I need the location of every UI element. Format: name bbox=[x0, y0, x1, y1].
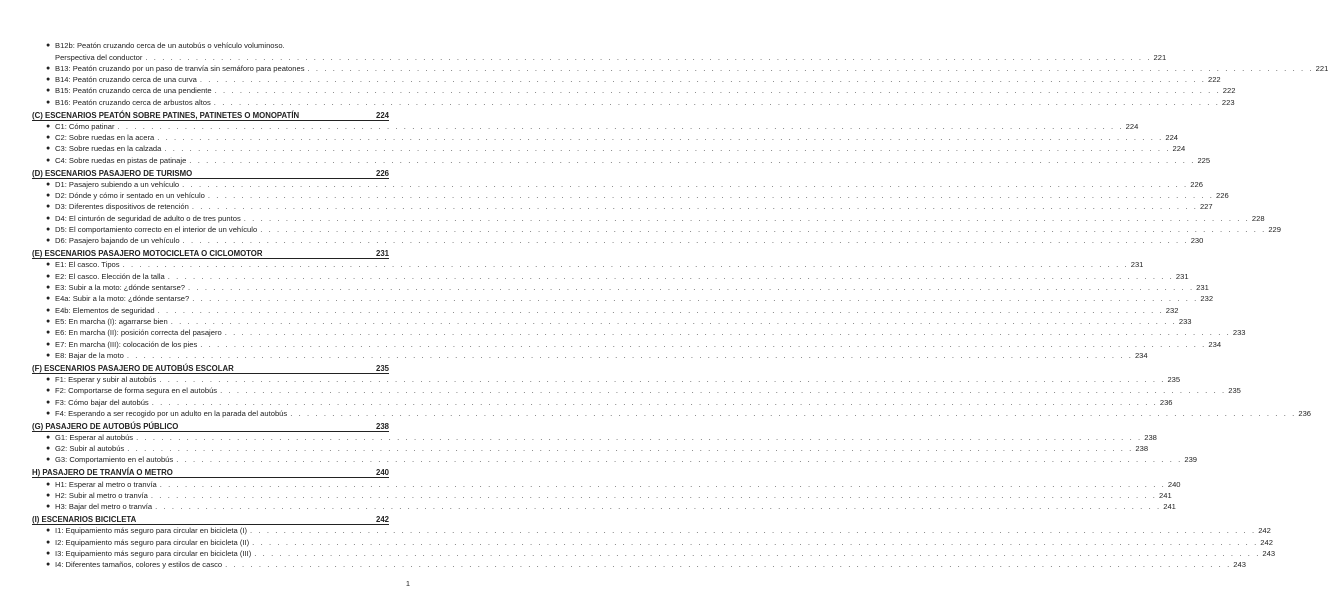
bullet-icon: ● bbox=[46, 76, 51, 84]
section-page-number: 242 bbox=[375, 514, 389, 524]
bullet-icon: ● bbox=[46, 156, 51, 164]
bullet-icon: ● bbox=[46, 98, 51, 106]
dot-leader: . . . . . . . . . . . . . . . . . . . . . . . . . . . . . . . . . . . . . . . . . . . . . . . . . . . . . . . . . . . . . . . . . . . . . . . . . . . . . . . . . . . . . . . . . . . . . . . . . . . . . . . . . . . . . . . . . . . . . . . . bbox=[189, 155, 1196, 165]
toc-section-heading[interactable] bbox=[32, 512, 389, 525]
toc-entry[interactable] bbox=[46, 270, 1189, 281]
entry-page-number: 225 bbox=[1197, 155, 1211, 165]
toc-entry[interactable] bbox=[46, 143, 1186, 154]
entry-page-number: 234 bbox=[1134, 350, 1148, 360]
entry-title: H3: Bajar del metro o tranvía bbox=[55, 502, 153, 512]
entry-title: E4b: Elementos de seguridad bbox=[55, 305, 155, 315]
entry-page-number: 222 bbox=[1222, 86, 1236, 96]
entry-page-number: 223 bbox=[1221, 97, 1235, 107]
bullet-icon: ● bbox=[46, 145, 51, 153]
toc-entry[interactable] bbox=[46, 350, 1148, 361]
entry-title: D5: El comportamiento correcto en el interior de un vehículo bbox=[55, 225, 258, 235]
dot-leader: . . . . . . . . . . . . . . . . . . . . . . . . . . . . . . . . . . . . . . . . . . . . . . . . . . . . . . . . . . . . . . . . . . . . . . . . . . . . . . . . . . . . . . . . . . . . . . . . . . . . . . . . . . . . . . . . . . . . . . . . bbox=[243, 213, 1250, 223]
entry-title: B12b: Peatón cruzando cerca de un autobús o vehículo voluminoso. bbox=[55, 41, 285, 51]
section-title: (E) ESCENARIOS PASAJERO MOTOCICLETA O CICLOMOTOR bbox=[32, 249, 263, 259]
bullet-icon: ● bbox=[46, 445, 51, 453]
table-of-contents bbox=[32, 40, 1328, 570]
entry-title: B16: Peatón cruzando cerca de arbustos altos bbox=[55, 97, 211, 107]
dot-leader: . . . . . . . . . . . . . . . . . . . . . . . . . . . . . . . . . . . . . . . . . . . . . . . . . . . . . . . . . . . . . . . . . . . . . . . . . . . . . . . . . . . . . . . . . . . . . . . . . . . . . . . . . . . . . . . . . . . . . . . . bbox=[157, 133, 1164, 143]
dot-leader: . . . . . . . . . . . . . . . . . . . . . . . . . . . . . . . . . . . . . . . . . . . . . . . . . . . . . . . . . . . . . . . . . . . . . . . . . . . . . . . . . . . . . . . . . . . . . . . . . . . . . . . . . . . . . . . . . . . . . . . . bbox=[224, 328, 1231, 338]
section-page-number: 240 bbox=[375, 468, 389, 478]
entry-title: E1: El casco. Tipos bbox=[55, 260, 120, 270]
entry-page-number: 232 bbox=[1200, 294, 1214, 304]
entry-page-number: 233 bbox=[1178, 316, 1192, 326]
entry-title: F3: Cómo bajar del autobús bbox=[55, 397, 149, 407]
bullet-icon: ● bbox=[46, 284, 51, 292]
entry-page-number: 241 bbox=[1163, 502, 1176, 512]
entry-page-number: 229 bbox=[1268, 225, 1281, 235]
entry-title: C1: Cómo patinar bbox=[55, 121, 115, 131]
section-title: (G) PASAJERO DE AUTOBÚS PÚBLICO bbox=[32, 421, 179, 431]
page-number: 1 bbox=[405, 579, 410, 588]
dot-leader: . . . . . . . . . . . . . . . . . . . . . . . . . . . . . . . . . . . . . . . . . . . . . . . . . . . . . . . . . . . . . . . . . . . . . . . . . . . . . . . . . . . . . . . . . . . . . . . . . . . . . . . . . . . . . . . . . . . . . . . . bbox=[150, 490, 1157, 500]
toc-entry[interactable] bbox=[46, 548, 1276, 559]
bullet-icon: ● bbox=[46, 375, 51, 383]
toc-entry[interactable] bbox=[46, 536, 1273, 547]
dot-leader: . . . . . . . . . . . . . . . . . . . . . . . . . . . . . . . . . . . . . . . . . . . . . . . . . . . . . . . . . . . . . . . . . . . . . . . . . . . . . . . . . . . . . . . . . . . . . . . . . . . . . . . . . . . . . . . . . . . . . . . . bbox=[127, 444, 1134, 454]
bullet-icon: ● bbox=[46, 409, 51, 417]
toc-entry[interactable] bbox=[46, 63, 1328, 74]
bullet-icon: ● bbox=[46, 272, 51, 280]
toc-entry[interactable] bbox=[46, 85, 1236, 96]
entry-title: H2: Subir al metro o tranvía bbox=[55, 490, 148, 500]
entry-title: C4: Sobre ruedas en pistas de patinaje bbox=[55, 155, 187, 165]
entry-title: I2: Equipamiento más seguro para circular en bicicleta (II) bbox=[55, 537, 250, 547]
entry-page-number: 243 bbox=[1262, 548, 1276, 558]
entry-page-number: 231 bbox=[1196, 283, 1209, 293]
dot-leader: . . . . . . . . . . . . . . . . . . . . . . . . . . . . . . . . . . . . . . . . . . . . . . . . . . . . . . . . . . . . . . . . . . . . . . . . . . . . . . . . . . . . . . . . . . . . . . . . . . . . . . . . . . . . . . . . . . . . . . . . bbox=[182, 179, 1189, 189]
entry-title: D6: Pasajero bajando de un vehículo bbox=[55, 236, 180, 246]
dot-leader: . . . . . . . . . . . . . . . . . . . . . . . . . . . . . . . . . . . . . . . . . . . . . . . . . . . . . . . . . . . . . . . . . . . . . . . . . . . . . . . . . . . . . . . . . . . . . . . . . . . . . . . . . . . . . . . . . . . . . . . . bbox=[200, 339, 1207, 349]
entry-page-number: 238 bbox=[1135, 444, 1149, 454]
entry-title: F2: Comportarse de forma segura en el autobús bbox=[55, 386, 218, 396]
entry-page-number: 224 bbox=[1125, 121, 1139, 131]
entry-page-number: 226 bbox=[1190, 179, 1203, 189]
bullet-icon: ● bbox=[46, 306, 51, 314]
entry-page-number: 242 bbox=[1260, 537, 1273, 547]
toc-entry[interactable] bbox=[46, 396, 1173, 407]
toc-entry[interactable] bbox=[46, 235, 1204, 246]
dot-leader: . . . . . . . . . . . . . . . . . . . . . . . . . . . . . . . . . . . . . . . . . . . . . . . . . . . . . . . . . . . . . . . . . . . . . . . . . . . . . . . . . . . . . . . . . . . . . . . . . . . . . . . . . . . . . . . . . . . . . . . . bbox=[188, 283, 1195, 293]
section-page-number: 235 bbox=[375, 363, 389, 373]
bullet-icon: ● bbox=[46, 549, 51, 557]
bullet-icon: ● bbox=[46, 122, 51, 130]
entry-title: F4: Esperando a ser recogido por un adulto en la parada del autobús bbox=[55, 408, 288, 418]
toc-entry[interactable] bbox=[46, 40, 1167, 63]
entry-title: F1: Esperar y subir al autobús bbox=[55, 374, 157, 384]
entry-title: B15: Peatón cruzando cerca de una pendiente bbox=[55, 86, 212, 96]
entry-title: E8: Bajar de la moto bbox=[55, 350, 124, 360]
entry-title: I4: Diferentes tamaños, colores y estilos de casco bbox=[55, 560, 223, 570]
entry-page-number: 234 bbox=[1208, 339, 1222, 349]
entry-page-number: 226 bbox=[1216, 191, 1229, 201]
bullet-icon: ● bbox=[46, 317, 51, 325]
entry-page-number: 231 bbox=[1130, 260, 1144, 270]
entry-title: E4a: Subir a la moto: ¿dónde sentarse? bbox=[55, 294, 190, 304]
toc-entry[interactable] bbox=[46, 190, 1229, 201]
entry-page-number: 238 bbox=[1144, 432, 1157, 442]
toc-section-heading[interactable] bbox=[32, 419, 389, 432]
toc-entry[interactable] bbox=[46, 374, 1181, 385]
bullet-icon: ● bbox=[46, 456, 51, 464]
toc-entry[interactable] bbox=[46, 201, 1213, 212]
entry-page-number: 224 bbox=[1172, 144, 1186, 154]
section-title: (F) ESCENARIOS PASAJERO DE AUTOBÚS ESCOLAR bbox=[32, 363, 234, 373]
dot-leader: . . . . . . . . . . . . . . . . . . . . . . . . . . . . . . . . . . . . . . . . . . . . . . . . . . . . . . . . . . . . . . . . . . . . . . . . . . . . . . . . . . . . . . . . . . . . . . . . . . . . . . . . . . . . . . . . . . . . . . . . bbox=[191, 202, 1198, 212]
entry-title: G1: Esperar al autobús bbox=[55, 432, 134, 442]
dot-leader: . . . . . . . . . . . . . . . . . . . . . . . . . . . . . . . . . . . . . . . . . . . . . . . . . . . . . . . . . . . . . . . . . . . . . . . . . . . . . . . . . . . . . . . . . . . . . . . . . . . . . . . . . . . . . . . . . . . . . . . . bbox=[159, 374, 1166, 384]
toc-entry[interactable] bbox=[46, 259, 1144, 270]
bullet-icon: ● bbox=[46, 226, 51, 234]
toc-section-heading[interactable] bbox=[32, 361, 389, 374]
entry-page-number: 232 bbox=[1165, 305, 1179, 315]
section-page-number: 224 bbox=[375, 110, 389, 120]
entry-title: I1: Equipamiento más seguro para circular en bicicleta (I) bbox=[55, 526, 248, 536]
dot-leader: . . . . . . . . . . . . . . . . . . . . . . . . . . . . . . . . . . . . . . . . . . . . . . . . . . . . . . . . . . . . . . . . . . . . . . . . . . . . . . . . . . . . . . . . . . . . . . . . . . . . . . . . . . . . . . . . . . . . . . . . bbox=[176, 455, 1183, 465]
dot-leader: . . . . . . . . . . . . . . . . . . . . . . . . . . . . . . . . . . . . . . . . . . . . . . . . . . . . . . . . . . . . . . . . . . . . . . . . . . . . . . . . . . . . . . . . . . . . . . . . . . . . . . . . . . . . . . . . . . . . . . . . bbox=[117, 121, 1124, 131]
entry-title: E2: El casco. Elección de la talla bbox=[55, 271, 165, 281]
dot-leader: . . . . . . . . . . . . . . . . . . . . . . . . . . . . . . . . . . . . . . . . . . . . . . . . . . . . . . . . . . . . . . . . . . . . . . . . . . . . . . . . . . . . . . . . . . . . . . . . . . . . . . . . . . . . . . . . . . . . . . . . bbox=[122, 260, 1129, 270]
entry-page-number: 239 bbox=[1184, 455, 1198, 465]
entry-title: G3: Comportamiento en el autobús bbox=[55, 455, 174, 465]
bullet-icon: ● bbox=[46, 192, 51, 200]
entry-page-number: 230 bbox=[1190, 236, 1204, 246]
dot-leader: . . . . . . . . . . . . . . . . . . . . . . . . . . . . . . . . . . . . . . . . . . . . . . . . . . . . . . . . . . . . . . . . . . . . . . . . . . . . . . . . . . . . . . . . . . . . . . . . . . . . . . . . . . . . . . . . . . . . . . . . bbox=[225, 560, 1232, 570]
bullet-icon: ● bbox=[46, 237, 51, 245]
entry-title: B13: Peatón cruzando por un paso de tranvía sin semáforo para peatones bbox=[55, 63, 305, 73]
toc-entry[interactable] bbox=[46, 454, 1198, 465]
toc-entry[interactable] bbox=[46, 224, 1281, 235]
entry-title: H1: Esperar al metro o tranvía bbox=[55, 479, 157, 489]
toc-section-heading[interactable] bbox=[32, 108, 389, 121]
entry-page-number: 224 bbox=[1165, 133, 1179, 143]
toc-entry[interactable] bbox=[46, 559, 1246, 570]
entry-page-number: 236 bbox=[1298, 408, 1312, 418]
dot-leader: . . . . . . . . . . . . . . . . . . . . . . . . . . . . . . . . . . . . . . . . . . . . . . . . . . . . . . . . . . . . . . . . . . . . . . . . . . . . . . . . . . . . . . . . . . . . . . . . . . . . . . . . . . . . . . . . . . . . . . . . bbox=[170, 316, 1177, 326]
dot-leader: . . . . . . . . . . . . . . . . . . . . . . . . . . . . . . . . . . . . . . . . . . . . . . . . . . . . . . . . . . . . . . . . . . . . . . . . . . . . . . . . . . . . . . . . . . . . . . . . . . . . . . . . . . . . . . . . . . . . . . . . bbox=[157, 305, 1164, 315]
section-title: (D) ESCENARIOS PASAJERO DE TURISMO bbox=[32, 168, 193, 178]
entry-title: E7: En marcha (III): colocación de los pies bbox=[55, 339, 198, 349]
dot-leader: . . . . . . . . . . . . . . . . . . . . . . . . . . . . . . . . . . . . . . . . . . . . . . . . . . . . . . . . . . . . . . . . . . . . . . . . . . . . . . . . . . . . . . . . . . . . . . . . . . . . . . . . . . . . . . . . . . . . . . . . bbox=[260, 225, 1267, 235]
entry-page-number: 235 bbox=[1228, 386, 1241, 396]
entry-title: E3: Subir a la moto: ¿dónde sentarse? bbox=[55, 283, 186, 293]
section-title: (I) ESCENARIOS BICICLETA bbox=[32, 514, 137, 524]
dot-leader: . . . . . . . . . . . . . . . . . . . . . . . . . . . . . . . . . . . . . . . . . . . . . . . . . . . . . . . . . . . . . . . . . . . . . . . . . . . . . . . . . . . . . . . . . . . . . . . . . . . . . . . . . . . . . . . . . . . . . . . . bbox=[252, 537, 1259, 547]
toc-section-heading[interactable] bbox=[32, 166, 389, 179]
entry-page-number: 243 bbox=[1233, 560, 1246, 570]
dot-leader: . . . . . . . . . . . . . . . . . . . . . . . . . . . . . . . . . . . . . . . . . . . . . . . . . . . . . . . . . . . . . . . . . . . . . . . . . . . . . . . . . . . . . . . . . . . . . . . . . . . . . . . . . . . . . . . . . . . . . . . . bbox=[199, 75, 1206, 85]
dot-leader: . . . . . . . . . . . . . . . . . . . . . . . . . . . . . . . . . . . . . . . . . . . . . . . . . . . . . . . . . . . . . . . . . . . . . . . . . . . . . . . . . . . . . . . . . . . . . . . . . . . . . . . . . . . . . . . . . . . . . . . . bbox=[220, 386, 1227, 396]
bullet-icon: ● bbox=[46, 538, 51, 546]
bullet-icon: ● bbox=[46, 64, 51, 72]
entry-page-number: 236 bbox=[1159, 397, 1173, 407]
section-page-number: 226 bbox=[375, 168, 389, 178]
entry-page-number: 227 bbox=[1199, 202, 1213, 212]
section-title: (C) ESCENARIOS PEATÓN SOBRE PATINES, PATINETES O MONOPATÍN bbox=[32, 110, 300, 120]
dot-leader: . . . . . . . . . . . . . . . . . . . . . . . . . . . . . . . . . . . . . . . . . . . . . . . . . . . . . . . . . . . . . . . . . . . . . . . . . . . . . . . . . . . . . . . . . . . . . . . . . . . . . . . . . . . . . . . . . . . . . . . . bbox=[155, 502, 1162, 512]
bullet-icon: ● bbox=[46, 503, 51, 511]
entry-page-number: 241 bbox=[1159, 490, 1172, 500]
dot-leader: . . . . . . . . . . . . . . . . . . . . . . . . . . . . . . . . . . . . . . . . . . . . . . . . . . . . . . . . . . . . . . . . . . . . . . . . . . . . . . . . . . . . . . . . . . . . . . . . . . . . . . . . . . . . . . . . . . . . . . . . bbox=[192, 294, 1199, 304]
bullet-icon: ● bbox=[46, 329, 51, 337]
toc-entry[interactable] bbox=[46, 316, 1192, 327]
toc-entry[interactable] bbox=[46, 212, 1265, 223]
entry-page-number: 221 bbox=[1315, 63, 1328, 73]
entry-title: D3: Diferentes dispositivos de retención bbox=[55, 202, 189, 212]
toc-entry[interactable] bbox=[46, 74, 1221, 85]
dot-leader: . . . . . . . . . . . . . . . . . . . . . . . . . . . . . . . . . . . . . . . . . . . . . . . . . . . . . . . . . . . . . . . . . . . . . . . . . . . . . . . . . . . . . . . . . . . . . . . . . . . . . . . . . . . . . . . . . . . . . . . . bbox=[254, 548, 1261, 558]
section-title: H) PASAJERO DE TRANVÍA O METRO bbox=[32, 468, 173, 478]
dot-leader: . . . . . . . . . . . . . . . . . . . . . . . . . . . . . . . . . . . . . . . . . . . . . . . . . . . . . . . . . . . . . . . . . . . . . . . . . . . . . . . . . . . . . . . . . . . . . . . . . . . . . . . . . . . . . . . . . . . . . . . . bbox=[250, 526, 1257, 536]
toc-entry[interactable] bbox=[46, 490, 1172, 501]
bullet-icon: ● bbox=[46, 527, 51, 535]
toc-entry[interactable] bbox=[46, 525, 1271, 536]
toc-section-heading[interactable] bbox=[32, 246, 389, 259]
dot-leader: . . . . . . . . . . . . . . . . . . . . . . . . . . . . . . . . . . . . . . . . . . . . . . . . . . . . . . . . . . . . . . . . . . . . . . . . . . . . . . . . . . . . . . . . . . . . . . . . . . . . . . . . . . . . . . . . . . . . . . . . bbox=[207, 191, 1214, 201]
entry-title: Perspectiva del conductor bbox=[55, 52, 143, 62]
bullet-icon: ● bbox=[46, 387, 51, 395]
bullet-icon: ● bbox=[46, 203, 51, 211]
bullet-icon: ● bbox=[46, 433, 51, 441]
bullet-icon: ● bbox=[46, 351, 51, 359]
toc-entry[interactable] bbox=[46, 132, 1179, 143]
bullet-icon: ● bbox=[46, 180, 51, 188]
dot-leader: . . . . . . . . . . . . . . . . . . . . . . . . . . . . . . . . . . . . . . . . . . . . . . . . . . . . . . . . . . . . . . . . . . . . . . . . . . . . . . . . . . . . . . . . . . . . . . . . . . . . . . . . . . . . . . . . . . . . . . . . bbox=[307, 63, 1314, 73]
bullet-icon: ● bbox=[46, 491, 51, 499]
entry-title: B14: Peatón cruzando cerca de una curva bbox=[55, 75, 197, 85]
dot-leader: . . . . . . . . . . . . . . . . . . . . . . . . . . . . . . . . . . . . . . . . . . . . . . . . . . . . . . . . . . . . . . . . . . . . . . . . . . . . . . . . . . . . . . . . . . . . . . . . . . . . . . . . . . . . . . . . . . . . . . . . bbox=[151, 397, 1158, 407]
entry-title: C3: Sobre ruedas en la calzada bbox=[55, 144, 162, 154]
dot-leader: . . . . . . . . . . . . . . . . . . . . . . . . . . . . . . . . . . . . . . . . . . . . . . . . . . . . . . . . . . . . . . . . . . . . . . . . . . . . . . . . . . . . . . . . . . . . . . . . . . . . . . . . . . . . . . . . . . . . . . . . bbox=[126, 350, 1133, 360]
toc-entry[interactable] bbox=[46, 96, 1235, 107]
entry-title: D1: Pasajero subiendo a un vehículo bbox=[55, 179, 180, 189]
toc-entry[interactable] bbox=[46, 327, 1246, 338]
bullet-icon: ● bbox=[46, 87, 51, 95]
entry-title: D2: Dónde y cómo ir sentado en un vehículo bbox=[55, 191, 205, 201]
bullet-icon: ● bbox=[46, 261, 51, 269]
toc-section-heading[interactable] bbox=[32, 465, 389, 478]
toc-entry[interactable] bbox=[46, 154, 1211, 165]
toc-entry[interactable] bbox=[46, 282, 1209, 293]
toc-entry[interactable] bbox=[46, 501, 1176, 512]
entry-page-number: 228 bbox=[1251, 213, 1265, 223]
dot-leader: . . . . . . . . . . . . . . . . . . . . . . . . . . . . . . . . . . . . . . . . . . . . . . . . . . . . . . . . . . . . . . . . . . . . . . . . . . . . . . . . . . . . . . . . . . . . . . . . . . . . . . . . . . . . . . . . . . . . . . . . bbox=[182, 236, 1189, 246]
bullet-icon: ● bbox=[46, 134, 51, 142]
entry-title: E6: En marcha (II): posición correcta del pasajero bbox=[55, 328, 222, 338]
entry-page-number: 240 bbox=[1167, 479, 1181, 489]
section-page-number: 231 bbox=[375, 249, 389, 259]
dot-leader: . . . . . . . . . . . . . . . . . . . . . . . . . . . . . . . . . . . . . . . . . . . . . . . . . . . . . . . . . . . . . . . . . . . . . . . . . . . . . . . . . . . . . . . . . . . . . . . . . . . . . . . . . . . . . . . . . . . . . . . . bbox=[164, 144, 1171, 154]
dot-leader: . . . . . . . . . . . . . . . . . . . . . . . . . . . . . . . . . . . . . . . . . . . . . . . . . . . . . . . . . . . . . . . . . . . . . . . . . . . . . . . . . . . . . . . . . . . . . . . . . . . . . . . . . . . . . . . . . . . . . . . . bbox=[214, 86, 1221, 96]
bullet-icon: ● bbox=[46, 42, 51, 50]
toc-entry[interactable] bbox=[46, 432, 1157, 443]
dot-leader: . . . . . . . . . . . . . . . . . . . . . . . . . . . . . . . . . . . . . . . . . . . . . . . . . . . . . . . . . . . . . . . . . . . . . . . . . . . . . . . . . . . . . . . . . . . . . . . . . . . . . . . . . . . . . . . . . . . . . . . . bbox=[167, 271, 1174, 281]
section-page-number: 238 bbox=[375, 421, 389, 431]
bullet-icon: ● bbox=[46, 295, 51, 303]
toc-entry[interactable] bbox=[46, 179, 1203, 190]
bullet-icon: ● bbox=[46, 480, 51, 488]
entry-page-number: 233 bbox=[1232, 328, 1246, 338]
entry-page-number: 231 bbox=[1175, 271, 1189, 281]
toc-entry[interactable] bbox=[46, 304, 1179, 315]
entry-page-number: 235 bbox=[1167, 374, 1181, 384]
bullet-icon: ● bbox=[46, 340, 51, 348]
entry-title: I3: Equipamiento más seguro para circular en bicicleta (III) bbox=[55, 548, 252, 558]
entry-title: C2: Sobre ruedas en la acera bbox=[55, 133, 155, 143]
entry-page-number: 221 bbox=[1153, 52, 1167, 62]
dot-leader: . . . . . . . . . . . . . . . . . . . . . . . . . . . . . . . . . . . . . . . . . . . . . . . . . . . . . . . . . . . . . . . . . . . . . . . . . . . . . . . . . . . . . . . . . . . . . . . . . . . . . . . . . . . . . . . . . . . . . . . . bbox=[136, 432, 1143, 442]
dot-leader: . . . . . . . . . . . . . . . . . . . . . . . . . . . . . . . . . . . . . . . . . . . . . . . . . . . . . . . . . . . . . . . . . . . . . . . . . . . . . . . . . . . . . . . . . . . . . . . . . . . . . . . . . . . . . . . . . . . . . . . . bbox=[213, 97, 1220, 107]
entry-title: G2: Subir al autobús bbox=[55, 444, 125, 454]
toc-entry[interactable] bbox=[46, 338, 1222, 349]
toc-entry[interactable] bbox=[46, 478, 1181, 489]
toc-entry[interactable] bbox=[46, 121, 1139, 132]
dot-leader: . . . . . . . . . . . . . . . . . . . . . . . . . . . . . . . . . . . . . . . . . . . . . . . . . . . . . . . . . . . . . . . . . . . . . . . . . . . . . . . . . . . . . . . . . . . . . . . . . . . . . . . . . . . . . . . . . . . . . . . . bbox=[159, 479, 1166, 489]
entry-title: E5: En marcha (I): agarrarse bien bbox=[55, 316, 168, 326]
toc-entry[interactable] bbox=[46, 408, 1312, 419]
toc-entry[interactable] bbox=[46, 293, 1214, 304]
bullet-icon: ● bbox=[46, 561, 51, 569]
dot-leader: . . . . . . . . . . . . . . . . . . . . . . . . . . . . . . . . . . . . . . . . . . . . . . . . . . . . . . . . . . . . . . . . . . . . . . . . . . . . . . . . . . . . . . . . . . . . . . . . . . . . . . . . . . . . . . . . . . . . . . . . bbox=[145, 52, 1152, 62]
bullet-icon: ● bbox=[46, 214, 51, 222]
entry-page-number: 222 bbox=[1207, 75, 1221, 85]
toc-entry[interactable] bbox=[46, 385, 1241, 396]
entry-title: D4: El cinturón de seguridad de adulto o de tres puntos bbox=[55, 213, 241, 223]
entry-page-number: 242 bbox=[1258, 526, 1271, 536]
dot-leader: . . . . . . . . . . . . . . . . . . . . . . . . . . . . . . . . . . . . . . . . . . . . . . . . . . . . . . . . . . . . . . . . . . . . . . . . . . . . . . . . . . . . . . . . . . . . . . . . . . . . . . . . . . . . . . . . . . . . . . . . bbox=[290, 408, 1297, 418]
bullet-icon: ● bbox=[46, 398, 51, 406]
toc-entry[interactable] bbox=[46, 443, 1149, 454]
